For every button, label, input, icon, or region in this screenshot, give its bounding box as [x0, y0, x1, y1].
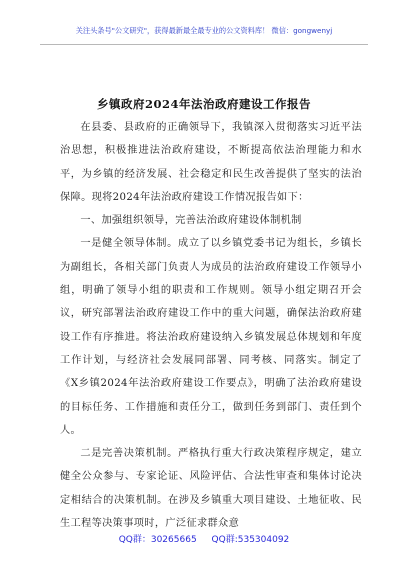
body-paragraph: 二是完善决策机制。严格执行重大行政决策程序规定，建立健全公众参与、专家论证、风险评估、合法性审查和集体讨论决定相结合的决策机制。在涉及乡镇重大项目建设、土地征收、民生工程等决策事项时，广泛征求群众意 — [60, 448, 362, 530]
footer-qq-group-2: QQ群:535304092 — [211, 535, 290, 545]
intro-paragraph: 在县委、县政府的正确领导下，我镇深入贯彻落实习近平法治思想，积极推进法治政府建设，不断提高依法治理能力和水平，为乡镇的经济发展、社会稳定和民生改善提供了坚实的法治保障。现将2024年法治政府建设工作情况报告如下： — [60, 122, 362, 203]
header-banner: 关注头条号"公文研究"，获得最新最全最专业的公文资料库！ 微信：gongwenyj — [75, 26, 333, 35]
document-title: 乡镇政府2024年法治政府建设工作报告 — [96, 97, 311, 111]
section-heading: 一、加强组织领导，完善法治政府建设体制机制 — [80, 215, 302, 227]
header-divider — [40, 44, 368, 45]
body-paragraph: 一是健全领导体制。成立了以乡镇党委书记为组长，乡镇长为副组长，各相关部门负责人为成员的法治政府建设工作领导小组，明确了领导小组的职责和工作规则。领导小组定期召开会议，研究部署法治政府建设工作中的重大问题，确保法治政府建设工作有序推进。将法治政府建设纳入乡镇发展总体规划和年度工作计划，与经济社会发展同部署、同考核、同落实。制定了《X乡镇2024年法治政府建设工作要点》，明确了法治政府建设的目标任务、工作措施和责任分工，做到任务到部门、责任到个人。 — [60, 238, 362, 436]
footer-qq-groups — [40, 532, 368, 545]
document-body — [60, 116, 362, 535]
footer-qq-group-1: QQ群：30265665 — [118, 535, 197, 545]
